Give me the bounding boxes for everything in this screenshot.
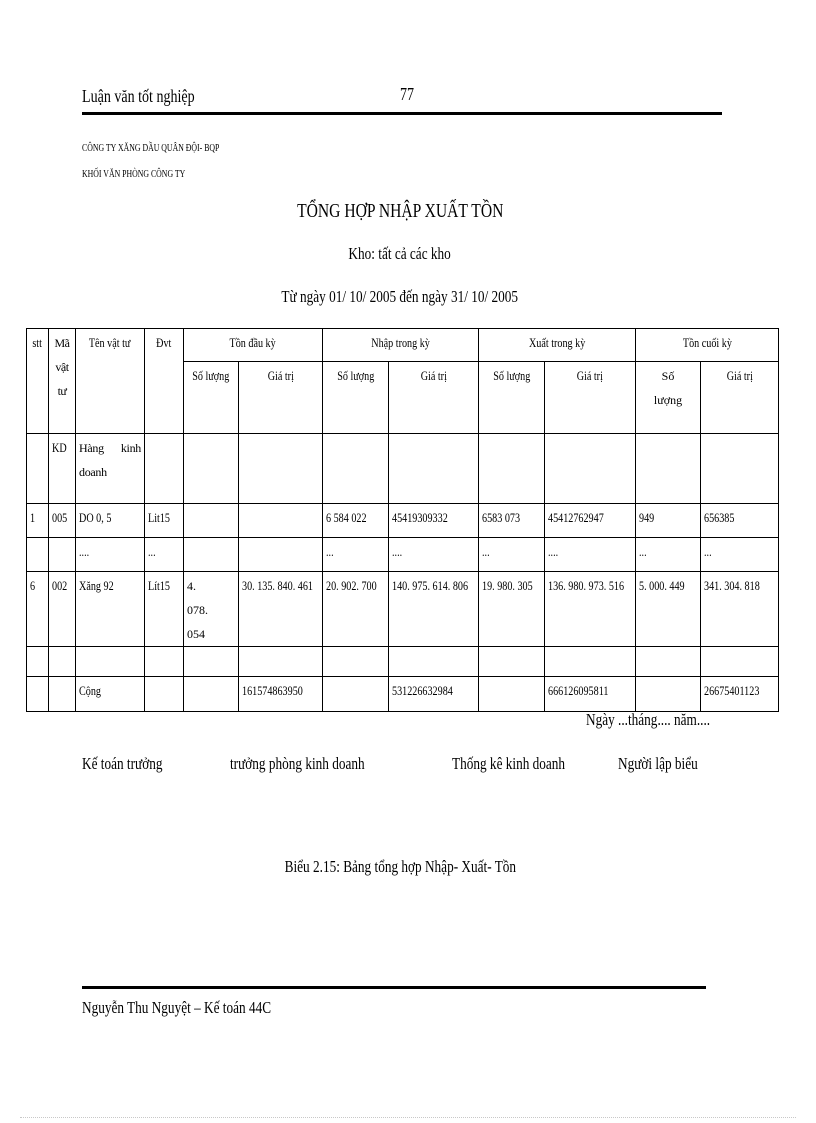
cell-unit: Lít15	[145, 572, 184, 647]
cell-opening-qty	[184, 504, 239, 538]
report-title: TỔNG HỢP NHẬP XUẤT TỒN	[296, 200, 504, 222]
cell-closing-qty: ...	[636, 538, 701, 572]
cell-name	[76, 647, 145, 677]
header-unit: Đvt	[145, 329, 184, 434]
cell-opening-value	[239, 538, 323, 572]
cell-code	[49, 647, 76, 677]
cell-receipt-value: 45419309332	[389, 504, 479, 538]
cell-opening-value: 30. 135. 840. 461	[239, 572, 323, 647]
cell-unit: ...	[145, 538, 184, 572]
subheader-value: Giá trị	[545, 362, 636, 434]
cell-receipt-qty	[323, 434, 389, 504]
signature-statistics: Thống kê kinh doanh	[452, 754, 566, 773]
cell-opening-value	[239, 434, 323, 504]
cell-closing-qty: 949	[636, 504, 701, 538]
cell-stt	[27, 538, 49, 572]
header-opening-stock: Tồn đầu kỳ	[184, 329, 323, 362]
company-division: KHỐI VĂN PHÒNG CÔNG TY	[82, 169, 186, 180]
cell-opening-value	[239, 647, 323, 677]
cell-issue-qty: 6583 073	[479, 504, 545, 538]
subheader-quantity: Số lượng	[636, 362, 701, 434]
cell-closing-qty	[636, 434, 701, 504]
cell-stt: 1	[27, 504, 49, 538]
cell-name: DO 0, 5	[76, 504, 145, 538]
table-header-row	[27, 329, 779, 362]
cell-stt	[27, 647, 49, 677]
cell-receipt-qty: 6 584 022	[323, 504, 389, 538]
cell-receipt-value	[389, 647, 479, 677]
subheader-value: Giá trị	[239, 362, 323, 434]
cell-issue-qty: ...	[479, 538, 545, 572]
total-label: Cộng	[76, 677, 145, 712]
signature-preparer: Người lập biểu	[618, 754, 698, 773]
cell-name: Xăng 92	[76, 572, 145, 647]
report-warehouse: Kho: tất cả các kho	[348, 244, 452, 263]
cell-issue-qty	[479, 647, 545, 677]
subheader-value: Giá trị	[701, 362, 779, 434]
cell-receipt-qty: 20. 902. 700	[323, 572, 389, 647]
cell-issue-value: ....	[545, 538, 636, 572]
cell-code: KD	[49, 434, 76, 504]
header-rule	[82, 112, 722, 115]
cell-opening-qty	[184, 434, 239, 504]
footer-author: Nguyễn Thu Nguyệt – Kế toán 44C	[82, 998, 272, 1017]
subheader-value: Giá trị	[389, 362, 479, 434]
subheader-quantity: Số lượng	[479, 362, 545, 434]
cell-receipt-value: 140. 975. 614. 806	[389, 572, 479, 647]
cell-closing-qty	[636, 647, 701, 677]
subheader-quantity: Số lượng	[323, 362, 389, 434]
total-closing-value: 26675401123	[701, 677, 779, 712]
cell-opening-qty: 4. 078. 054	[184, 572, 239, 647]
cell-issue-value	[545, 647, 636, 677]
cell-stt	[27, 434, 49, 504]
cell-receipt-value: ....	[389, 538, 479, 572]
cell-code	[49, 538, 76, 572]
footer-rule	[82, 986, 706, 989]
total-receipt-value: 531226632984	[389, 677, 479, 712]
table-row	[27, 572, 779, 647]
table-row	[27, 538, 779, 572]
header-issues: Xuất trong kỳ	[479, 329, 636, 362]
report-period: Từ ngày 01/ 10/ 2005 đến ngày 31/ 10/ 2005	[281, 287, 519, 306]
signature-chief-accountant: Kế toán trưởng	[82, 754, 163, 773]
cell-receipt-value	[389, 434, 479, 504]
cell-stt: 6	[27, 572, 49, 647]
cell-code: 005	[49, 504, 76, 538]
cell-opening-qty	[184, 538, 239, 572]
cell-unit	[145, 434, 184, 504]
table-caption: Biểu 2.15: Bảng tổng hợp Nhập- Xuất- Tồn	[284, 857, 516, 876]
cell-issue-value: 45412762947	[545, 504, 636, 538]
cell-closing-value	[701, 647, 779, 677]
cell-closing-value: 656385	[701, 504, 779, 538]
header-material-code: Mã vật tư	[49, 329, 76, 434]
cell-closing-value	[701, 434, 779, 504]
cell-opening-value	[239, 504, 323, 538]
page-number: 77	[400, 84, 415, 104]
subheader-quantity: Số lượng	[184, 362, 239, 434]
header-stt: stt	[27, 329, 49, 434]
header-material-name: Tên vật tư	[76, 329, 145, 434]
cell-issue-value: 136. 980. 973. 516	[545, 572, 636, 647]
signature-sales-head: trưởng phòng kinh doanh	[230, 754, 365, 773]
table-row	[27, 434, 779, 504]
company-name: CÔNG TY XĂNG DẦU QUÂN ĐỘI- BQP	[82, 143, 220, 154]
cell-issue-qty: 19. 980. 305	[479, 572, 545, 647]
cell-code: 002	[49, 572, 76, 647]
cell-receipt-qty	[323, 647, 389, 677]
header-closing-stock: Tồn cuối kỳ	[636, 329, 779, 362]
table-row	[27, 504, 779, 538]
page-bottom-border	[20, 1117, 796, 1118]
cell-issue-value	[545, 434, 636, 504]
total-issue-value: 666126095811	[545, 677, 636, 712]
cell-name: Hàng kinh doanh	[76, 434, 145, 504]
cell-issue-qty	[479, 434, 545, 504]
table-total-row	[27, 677, 779, 712]
cell-opening-qty	[184, 647, 239, 677]
cell-closing-value: 341. 304. 818	[701, 572, 779, 647]
table-row	[27, 647, 779, 677]
cell-receipt-qty: ...	[323, 538, 389, 572]
date-line: Ngày ...tháng.... năm....	[586, 710, 711, 729]
cell-closing-qty: 5. 000. 449	[636, 572, 701, 647]
total-opening-value: 161574863950	[239, 677, 323, 712]
cell-unit	[145, 647, 184, 677]
inventory-summary-table	[26, 328, 779, 712]
cell-unit: Lit15	[145, 504, 184, 538]
header-title: Luận văn tốt nghiệp	[82, 86, 195, 106]
header-receipts: Nhập trong kỳ	[323, 329, 479, 362]
cell-closing-value: ...	[701, 538, 779, 572]
cell-name: ....	[76, 538, 145, 572]
